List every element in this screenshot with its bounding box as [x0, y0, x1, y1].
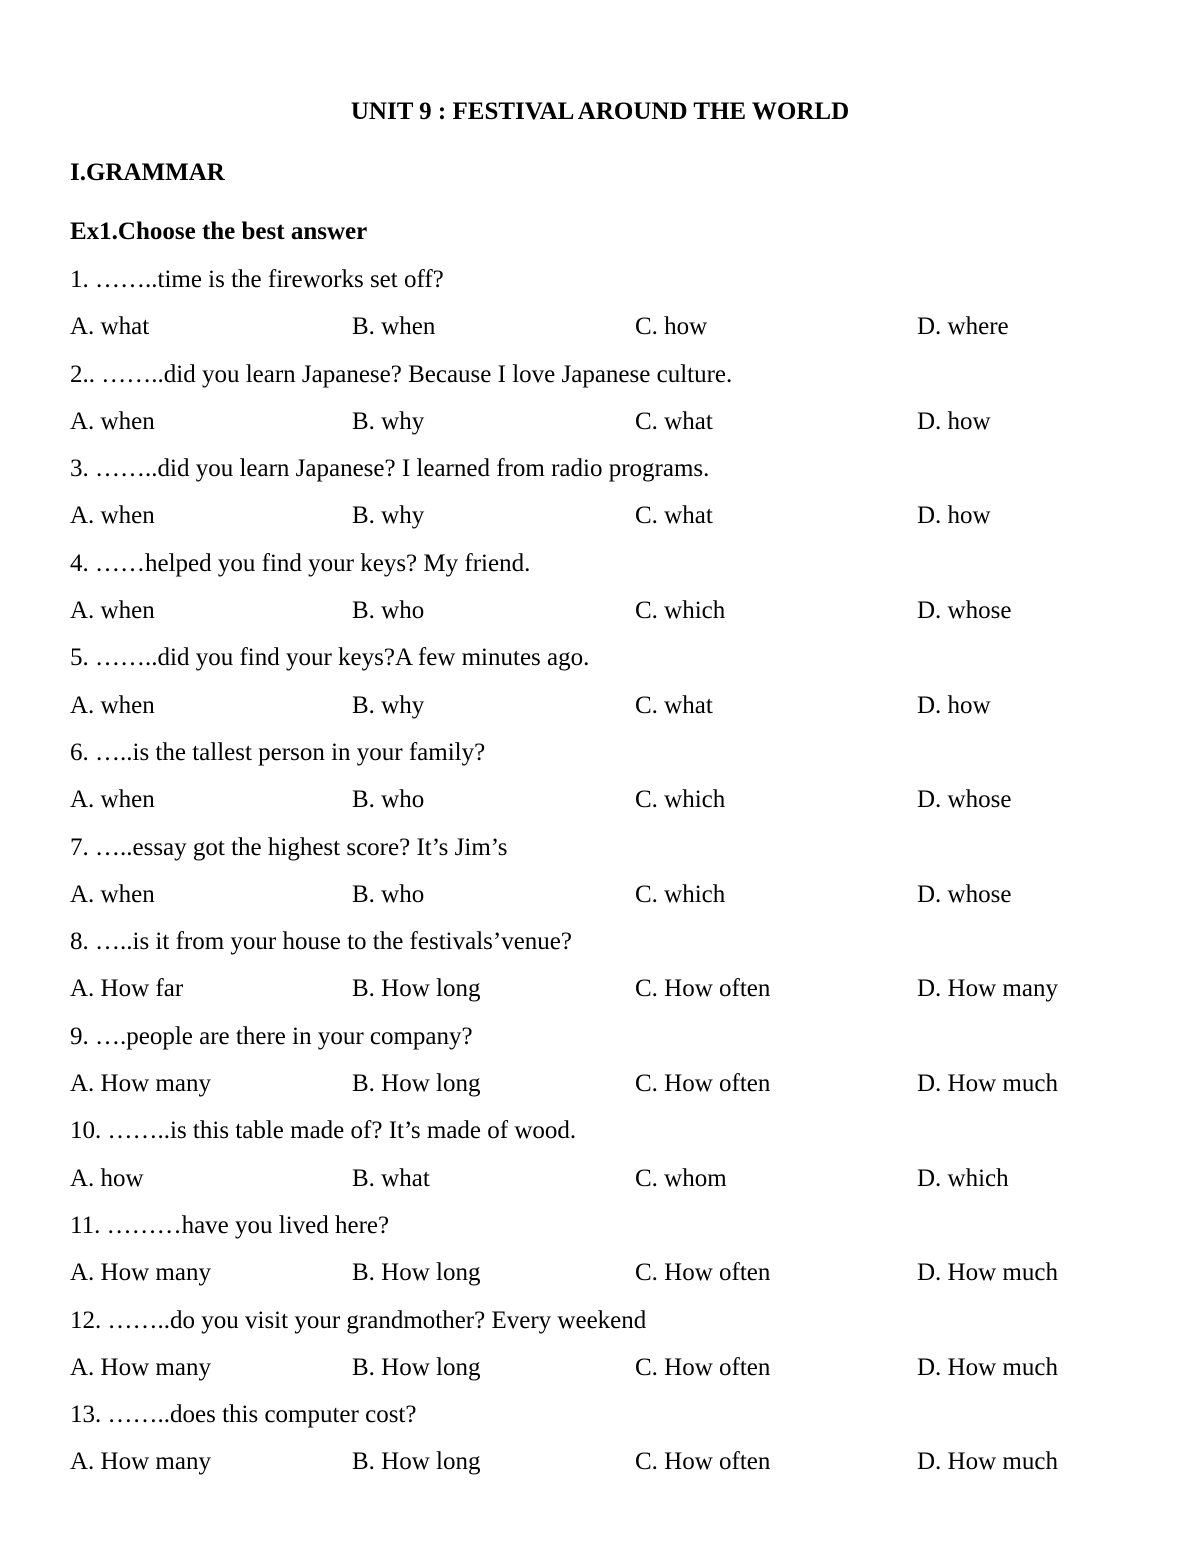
option-b: B. why — [352, 502, 425, 530]
option-a: A. How many — [70, 1353, 211, 1381]
question-item — [70, 453, 1150, 548]
question-text: 4. ……helped you find your keys? My friend. — [70, 549, 531, 577]
question-text: 11. ………have you lived here? — [70, 1211, 390, 1239]
option-c: C. how — [635, 313, 708, 341]
option-c: C. How often — [635, 1259, 771, 1287]
option-a: A. when — [70, 691, 155, 719]
option-d: D. where — [917, 313, 1009, 341]
question-item — [70, 1021, 1150, 1116]
option-b: B. who — [352, 786, 425, 814]
option-b: B. How long — [352, 1259, 481, 1287]
question-text: 8. …..is it from your house to the festivals’venue? — [70, 928, 572, 956]
question-text: 6. …..is the tallest person in your family? — [70, 738, 486, 766]
question-text: 9. ….people are there in your company? — [70, 1022, 473, 1050]
option-a: A. How many — [70, 1259, 211, 1287]
question-item — [70, 832, 1150, 927]
answer-options — [70, 1352, 1150, 1399]
answer-options — [70, 1446, 1150, 1493]
option-b: B. what — [352, 1164, 430, 1192]
answer-options — [70, 1068, 1150, 1115]
option-d: D. How many — [917, 975, 1058, 1003]
option-a: A. when — [70, 502, 155, 530]
option-a: A. How many — [70, 1448, 211, 1476]
answer-options — [70, 1257, 1150, 1304]
option-c: C. what — [635, 691, 713, 719]
question-item — [70, 1305, 1150, 1400]
option-d: D. how — [917, 407, 991, 435]
answer-options — [70, 500, 1150, 547]
question-text: 7. …..essay got the highest score? It’s Jim’s — [70, 833, 508, 861]
question-text: 10. ……..is this table made of? It’s made of wood. — [70, 1117, 577, 1145]
option-a: A. How many — [70, 1070, 211, 1098]
option-b: B. why — [352, 691, 425, 719]
question-text: 3. ……..did you learn Japanese? I learned from radio programs. — [70, 455, 710, 483]
option-c: C. How often — [635, 1353, 771, 1381]
option-d: D. How much — [917, 1353, 1058, 1381]
option-b: B. How long — [352, 1070, 481, 1098]
answer-options — [70, 406, 1150, 453]
option-d: D. which — [917, 1164, 1009, 1192]
option-a: A. when — [70, 407, 155, 435]
option-c: C. which — [635, 880, 726, 908]
option-b: B. why — [352, 407, 425, 435]
option-d: D. How much — [917, 1070, 1058, 1098]
page-title: UNIT 9 : FESTIVAL AROUND THE WORLD — [350, 98, 850, 125]
option-c: C. what — [635, 407, 713, 435]
question-text: 12. ……..do you visit your grandmother? Every weekend — [70, 1306, 647, 1334]
option-d: D. whose — [917, 786, 1012, 814]
option-d: D. how — [917, 502, 991, 530]
option-c: C. what — [635, 502, 713, 530]
answer-options — [70, 311, 1150, 358]
option-a: A. when — [70, 880, 155, 908]
option-c: C. whom — [635, 1164, 727, 1192]
option-b: B. when — [352, 313, 436, 341]
option-d: D. how — [917, 691, 991, 719]
option-a: A. How far — [70, 975, 184, 1003]
option-d: D. whose — [917, 597, 1012, 625]
option-d: D. How much — [917, 1259, 1058, 1287]
exercise-heading: Ex1.Choose the best answer — [70, 218, 368, 245]
question-item — [70, 359, 1150, 454]
question-item — [70, 1210, 1150, 1305]
question-item — [70, 548, 1150, 643]
question-item — [70, 642, 1150, 737]
option-d: D. How much — [917, 1448, 1058, 1476]
answer-options — [70, 879, 1150, 926]
option-a: A. what — [70, 313, 150, 341]
section-heading: I.GRAMMAR — [70, 159, 225, 186]
option-b: B. How long — [352, 975, 481, 1003]
question-text: 1. ……..time is the fireworks set off? — [70, 266, 444, 293]
question-item — [70, 926, 1150, 1021]
question-item — [70, 737, 1150, 832]
option-a: A. when — [70, 597, 155, 625]
question-item — [70, 264, 1150, 359]
answer-options — [70, 784, 1150, 831]
answer-options — [70, 973, 1150, 1020]
option-b: B. who — [352, 597, 425, 625]
answer-options — [70, 595, 1150, 642]
option-c: C. How often — [635, 975, 771, 1003]
option-b: B. How long — [352, 1353, 481, 1381]
option-c: C. which — [635, 786, 726, 814]
option-c: C. How often — [635, 1070, 771, 1098]
option-c: C. which — [635, 597, 726, 625]
question-list — [70, 264, 1150, 1494]
answer-options — [70, 690, 1150, 737]
option-c: C. How often — [635, 1448, 771, 1476]
question-item — [70, 1115, 1150, 1210]
option-b: B. How long — [352, 1448, 481, 1476]
option-d: D. whose — [917, 880, 1012, 908]
option-a: A. when — [70, 786, 155, 814]
question-text: 5. ……..did you find your keys?A few minutes ago. — [70, 644, 590, 672]
option-a: A. how — [70, 1164, 144, 1192]
question-text: 2.. ……..did you learn Japanese? Because I love Japanese culture. — [70, 360, 733, 388]
question-item — [70, 1399, 1150, 1494]
option-b: B. who — [352, 880, 425, 908]
answer-options — [70, 1163, 1150, 1210]
question-text: 13. ……..does this computer cost? — [70, 1401, 417, 1429]
